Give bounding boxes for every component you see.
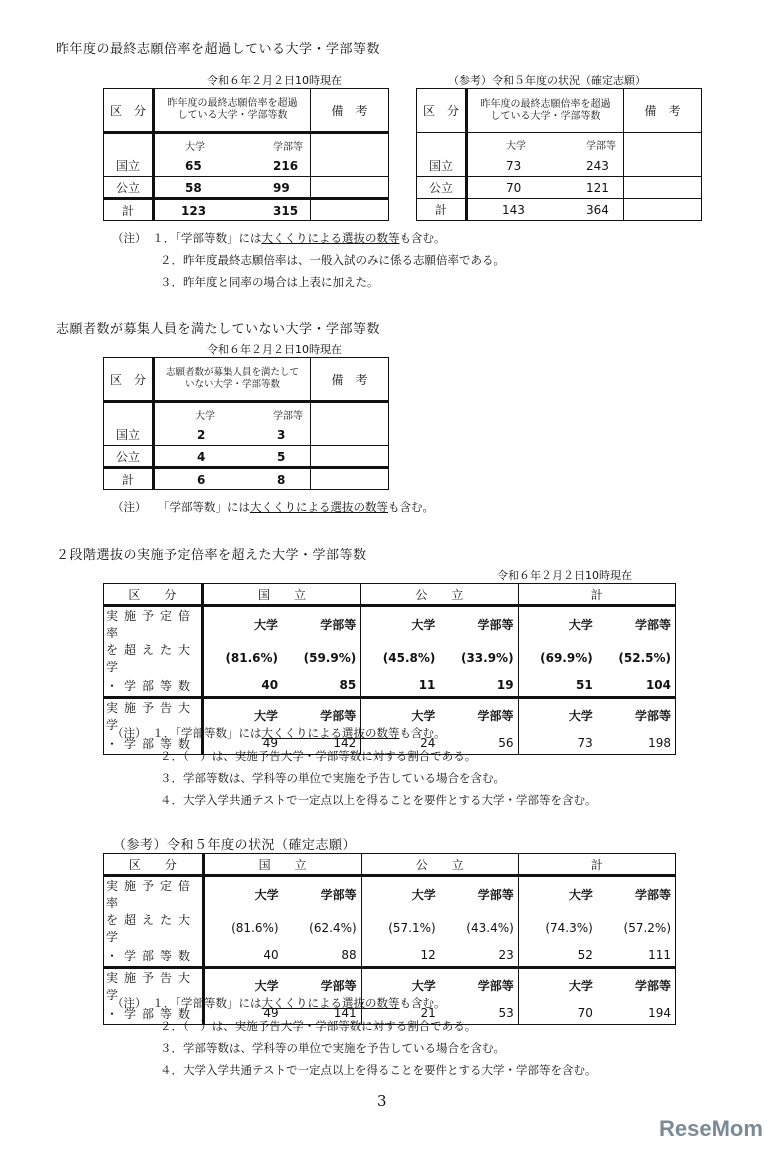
col-kubun: 区 分 [104, 854, 204, 876]
cell-fac: 99 [273, 181, 290, 195]
section4-title: （参考）令和５年度の状況（確定志願） [113, 838, 357, 853]
cell-fac: 56 [439, 733, 518, 755]
cell-univ: 21 [361, 1003, 440, 1025]
cell-fac: 53 [440, 1003, 519, 1025]
row-label: ・学部等数 [104, 1003, 204, 1025]
row-label: 国立 [104, 424, 154, 446]
sub-fac: 学部等 [282, 697, 361, 733]
cell-univ: 51 [518, 675, 597, 697]
section1-note-2: ２．昨年度最終志願倍率は、一般入試のみに係る志願倍率である。 [160, 253, 505, 267]
col-biko: 備 考 [624, 89, 702, 133]
sub-univ: 大学 [202, 697, 282, 733]
row-label: を超えた大学 [104, 911, 204, 945]
cell-univ-pct: (45.8%) [361, 641, 440, 675]
section2-title: 志願者数が募集人員を満たしていない大学・学部等数 [56, 322, 381, 337]
section3-note-3: ３．学部等数は、学科等の単位で実施を予告している場合を含む。 [160, 771, 505, 785]
sub-fac: 学部等 [273, 411, 303, 422]
sub-fac: 学部等 [586, 141, 616, 152]
cell-univ-pct: (57.1%) [361, 911, 440, 945]
cell-fac-pct: (43.4%) [440, 911, 519, 945]
cell-univ: 52 [518, 945, 597, 967]
section3-note-4: ４．大学入学共通テストで一定点以上を得ることを要件とする大学・学部等を含む。 [160, 793, 597, 807]
section1-note-3: ３．昨年度と同率の場合は上表に加えた。 [160, 275, 379, 289]
sub-univ: 大学 [361, 876, 440, 912]
cell-univ: 70 [518, 1003, 597, 1025]
cell-fac-pct: (59.9%) [282, 641, 361, 675]
sub-fac: 学部等 [283, 876, 362, 912]
section1-left-stamp: 令和６年２月２日10時現在 [207, 74, 342, 87]
row-label: ・学部等数 [104, 675, 203, 697]
row-label: ・学部等数 [104, 733, 203, 755]
sub-fac: 学部等 [282, 606, 361, 642]
cell-fac: 194 [597, 1003, 676, 1025]
row-label: 実施予告大学 [104, 967, 204, 1003]
col-kei: 計 [518, 584, 675, 606]
sub-fac: 学部等 [597, 967, 676, 1003]
cell-univ-pct: (81.6%) [203, 911, 283, 945]
cell-fac: 104 [597, 675, 676, 697]
sub-fac: 学部等 [440, 967, 519, 1003]
sub-univ: 大学 [185, 142, 205, 153]
sub-univ: 大学 [506, 141, 526, 152]
sub-fac: 学部等 [597, 606, 676, 642]
cell-fac: 8 [277, 473, 286, 487]
section1-title: 昨年度の最終志願倍率を超過している大学・学部等数 [56, 42, 381, 57]
cell-univ: 65 [185, 158, 202, 173]
cell-univ: 4 [197, 450, 206, 464]
cell-univ-pct: (74.3%) [518, 911, 597, 945]
row-label: 計 [104, 199, 154, 221]
row-label: 実施予定倍率 [104, 876, 204, 912]
col-kubun: 区 分 [417, 89, 467, 133]
sub-fac: 学部等 [440, 876, 519, 912]
cell-fac: 198 [597, 733, 676, 755]
row-label: ・学部等数 [104, 945, 204, 967]
cell-univ: 40 [203, 945, 283, 967]
row-label: 国立 [417, 155, 467, 177]
cell-fac-pct: (33.9%) [439, 641, 518, 675]
row-label: 国立 [104, 155, 154, 177]
sub-univ: 大学 [518, 606, 597, 642]
cell-univ: 143 [502, 203, 525, 217]
cell-fac: 142 [282, 733, 361, 755]
section1-note-1: （注） １．「学部等数」には大くくりによる選抜の数等も含む。 [112, 231, 446, 245]
cell-fac: 315 [273, 204, 299, 218]
cell-fac: 88 [283, 945, 362, 967]
section1-right-stamp: （参考）令和５年度の状況（確定志願） [448, 74, 646, 87]
section1-right-table [416, 88, 702, 221]
cell-univ: 6 [197, 473, 206, 487]
cell-univ: 49 [202, 733, 282, 755]
sub-univ: 大学 [203, 876, 283, 912]
cell-fac: 3 [277, 427, 286, 442]
sub-univ: 大学 [361, 697, 440, 733]
sub-univ: 大学 [361, 606, 440, 642]
resemom-logo: ReseMom [659, 1116, 763, 1141]
cell-fac: 243 [586, 158, 609, 173]
row-label: 公立 [104, 446, 154, 468]
cell-fac: 141 [283, 1003, 362, 1025]
cell-fac: 216 [273, 158, 299, 173]
section4-note-3: ３．学部等数は、学科等の単位で実施を予告している場合を含む。 [160, 1041, 505, 1055]
row-label: 実施予定倍率 [104, 606, 203, 642]
row-label: 実施予告大学 [104, 697, 203, 733]
section2-table [103, 357, 389, 490]
col-biko: 備 考 [311, 89, 389, 133]
cell-fac: 5 [277, 450, 286, 464]
col-kei: 計 [518, 854, 675, 876]
section3-note-1: （注） １．「学部等数」には大くくりによる選抜の数等も含む。 [112, 726, 446, 740]
sub-fac: 学部等 [597, 876, 676, 912]
col-kokuritsu: 国 立 [202, 584, 360, 606]
sub-fac: 学部等 [597, 697, 676, 733]
sub-univ: 大学 [518, 967, 597, 1003]
sub-univ: 大学 [195, 411, 215, 422]
sub-univ: 大学 [361, 967, 440, 1003]
col-kubun: 区 分 [104, 358, 154, 402]
col-main-header: 志願者数が募集人員を満たして いない大学・学部等数 [154, 358, 311, 402]
cell-fac: 364 [586, 203, 609, 217]
row-label: 公立 [417, 177, 467, 199]
cell-univ: 24 [361, 733, 440, 755]
sub-fac: 学部等 [273, 142, 303, 153]
sub-fac: 学部等 [439, 697, 518, 733]
sub-univ: 大学 [202, 606, 282, 642]
section3-title: ２段階選抜の実施予定倍率を超えた大学・学部等数 [56, 548, 367, 563]
cell-univ: 73 [518, 733, 597, 755]
section4-note-2: ２．（ ）は、実施予告大学・学部等数に対する割合である。 [160, 1019, 477, 1033]
row-label: 公立 [104, 177, 154, 199]
cell-fac-pct: (57.2%) [597, 911, 676, 945]
section2-stamp: 令和６年２月２日10時現在 [207, 343, 342, 356]
page-number: 3 [377, 1092, 387, 1110]
cell-univ: 49 [203, 1003, 283, 1025]
cell-fac: 23 [440, 945, 519, 967]
cell-fac: 121 [586, 181, 609, 195]
col-kouritsu: 公 立 [361, 584, 518, 606]
cell-univ: 70 [506, 181, 522, 195]
section2-note: （注） 「学部等数」には大くくりによる選抜の数等も含む。 [112, 500, 434, 514]
sub-univ: 大学 [518, 697, 597, 733]
sub-fac: 学部等 [283, 967, 362, 1003]
col-kubun: 区 分 [104, 89, 154, 133]
cell-univ-pct: (69.9%) [518, 641, 597, 675]
cell-univ: 73 [506, 158, 522, 173]
cell-fac: 85 [282, 675, 361, 697]
section3-note-2: ２．（ ）は、実施予告大学・学部等数に対する割合である。 [160, 749, 477, 763]
col-main-header: 昨年度の最終志願倍率を超過 している大学・学部等数 [154, 89, 311, 133]
col-kouritsu: 公 立 [361, 854, 518, 876]
cell-univ: 11 [361, 675, 440, 697]
cell-univ: 123 [181, 204, 207, 218]
row-label: 計 [104, 468, 154, 490]
section4-note-4: ４．大学入学共通テストで一定点以上を得ることを要件とする大学・学部等を含む。 [160, 1063, 597, 1077]
cell-fac-pct: (62.4%) [283, 911, 362, 945]
section1-left-table [103, 88, 389, 221]
section4-note-1: （注） １．「学部等数」には大くくりによる選抜の数等も含む。 [112, 996, 446, 1010]
cell-univ: 2 [197, 427, 206, 442]
cell-univ: 58 [185, 181, 202, 195]
sub-univ: 大学 [203, 967, 283, 1003]
col-main-header: 昨年度の最終志願倍率を超過 している大学・学部等数 [467, 89, 624, 133]
row-label: 計 [417, 199, 467, 221]
row-label: を超えた大学 [104, 641, 203, 675]
col-kubun: 区 分 [104, 584, 203, 606]
col-biko: 備 考 [311, 358, 389, 402]
cell-fac: 111 [597, 945, 676, 967]
col-kokuritsu: 国 立 [203, 854, 361, 876]
cell-fac: 19 [439, 675, 518, 697]
cell-fac-pct: (52.5%) [597, 641, 676, 675]
section3-stamp: 令和６年２月２日10時現在 [497, 569, 632, 582]
sub-univ: 大学 [518, 876, 597, 912]
cell-univ-pct: (81.6%) [202, 641, 282, 675]
cell-univ: 12 [361, 945, 440, 967]
sub-fac: 学部等 [439, 606, 518, 642]
cell-univ: 40 [202, 675, 282, 697]
